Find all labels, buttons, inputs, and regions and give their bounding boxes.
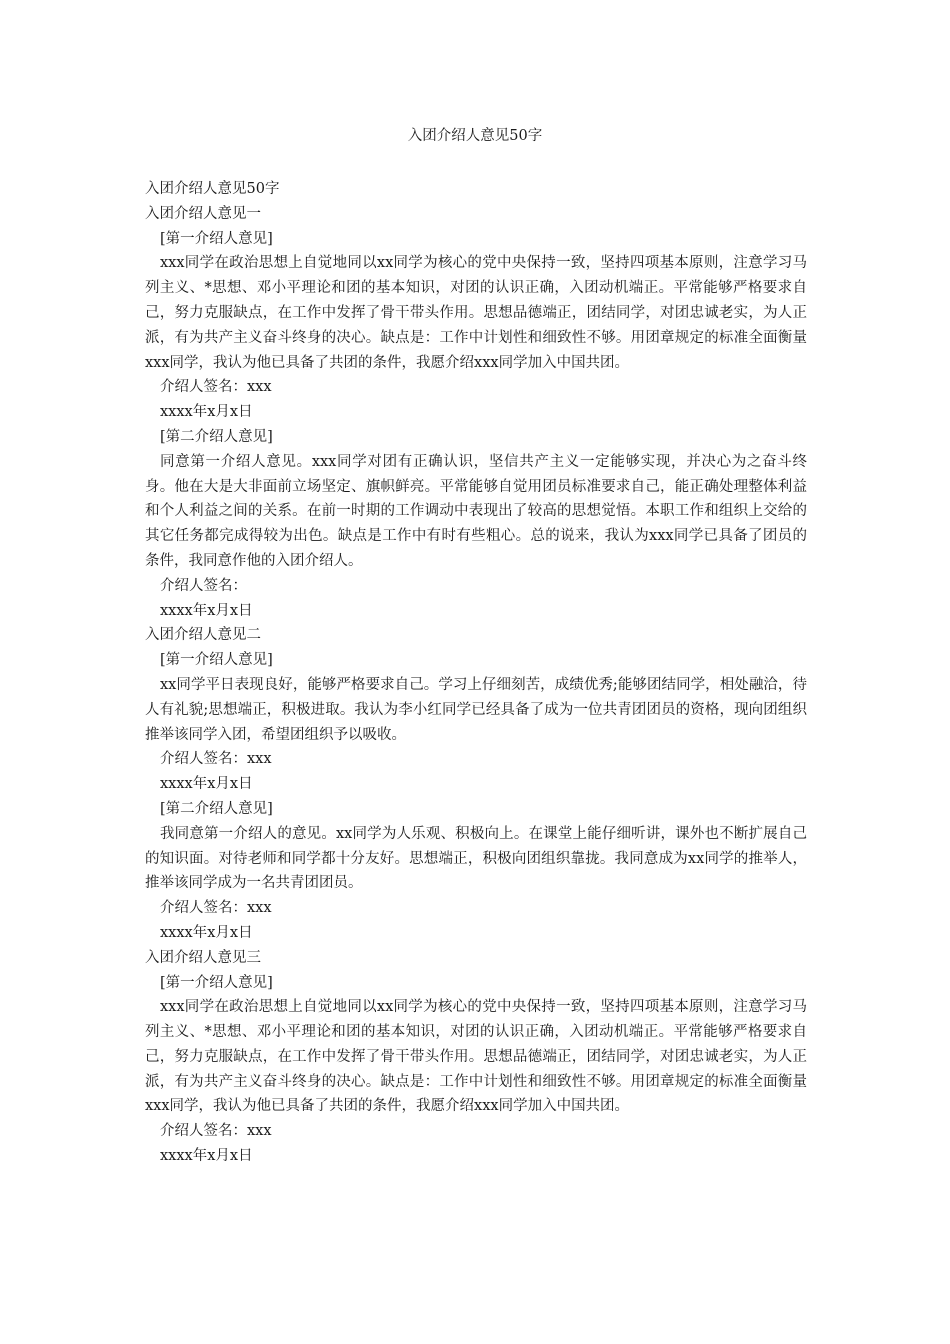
introducer-signature: 介绍人签名： xyxy=(160,577,247,594)
section-heading: 入团介绍人意见二 xyxy=(145,627,261,644)
section-1 xyxy=(145,202,807,624)
signature-date: xxxx年x月x日 xyxy=(160,1148,253,1165)
second-introducer-label: [第二介绍人意见] xyxy=(160,428,273,445)
section-3 xyxy=(145,946,807,1169)
signature-date: xxxx年x月x日 xyxy=(160,924,253,941)
section-2 xyxy=(145,623,807,945)
first-introducer-label: [第一介绍人意见] xyxy=(160,230,273,247)
section-heading: 入团介绍人意见一 xyxy=(145,205,261,222)
second-introducer-opinion: 我同意第一介绍人的意见。xx同学为人乐观、积极向上。在课堂上能仔细听讲，课外也不断扩展自己的知识面。对待老师和同学都十分友好。思想端正，积极向团组织靠拢。我同意成为xx同学的推举人，推举该同学成为一名共青团团员。 xyxy=(145,825,807,892)
second-introducer-label: [第二介绍人意见] xyxy=(160,800,273,817)
signature-date: xxxx年x月x日 xyxy=(160,602,253,619)
first-introducer-label: [第一介绍人意见] xyxy=(160,974,273,991)
first-introducer-label: [第一介绍人意见] xyxy=(160,652,273,669)
signature-date: xxxx年x月x日 xyxy=(160,776,253,793)
document-subtitle: 入团介绍人意见50字 xyxy=(145,181,280,197)
introducer-signature: 介绍人签名：xxx xyxy=(160,751,272,768)
first-introducer-opinion: xxx同学在政治思想上自觉地同以xx同学为核心的党中央保持一致，坚持四项基本原则，注意学习马列主义、*思想、邓小平理论和团的基本知识，对团的认识正确，入团动机端正。平常能够严格要求自己，努力克服缺点，在工作中发挥了骨干带头作用。思想品德端正，团结同学，对团忠诚老实，为人正派，有为共产主义奋斗终身的决心。缺点是：工作中计划性和细致性不够。用团章规定的标准全面衡量xxx同学，我认为他已具备了共团的条件，我愿介绍xxx同学加入中国共团。 xyxy=(145,255,807,371)
document-body xyxy=(145,177,807,1169)
signature-date: xxxx年x月x日 xyxy=(160,404,253,421)
introducer-signature: 介绍人签名：xxx xyxy=(160,1123,272,1140)
introducer-signature: 介绍人签名：xxx xyxy=(160,379,272,396)
second-introducer-opinion: 同意第一介绍人意见。xxx同学对团有正确认识，坚信共产主义一定能够实现，并决心为之奋斗终身。他在大是大非面前立场坚定、旗帜鲜亮。平常能够自觉用团员标准要求自己，能正确处理整体利益和个人利益之间的关系。在前一时期的工作调动中表现出了较高的思想觉悟。本职工作和组织上交给的其它任务都完成得较为出色。缺点是工作中有时有些粗心。总的说来，我认为xxx同学已具备了团员的条件，我同意作他的入团介绍人。 xyxy=(145,453,807,569)
document-title: 入团介绍人意见50字 xyxy=(407,128,543,144)
introducer-signature: 介绍人签名：xxx xyxy=(160,900,272,917)
section-heading: 入团介绍人意见三 xyxy=(145,949,261,966)
first-introducer-opinion: xxx同学在政治思想上自觉地同以xx同学为核心的党中央保持一致，坚持四项基本原则，注意学习马列主义、*思想、邓小平理论和团的基本知识，对团的认识正确，入团动机端正。平常能够严格要求自己，努力克服缺点，在工作中发挥了骨干带头作用。思想品德端正，团结同学，对团忠诚老实，为人正派，有为共产主义奋斗终身的决心。缺点是：工作中计划性和细致性不够。用团章规定的标准全面衡量xxx同学，我认为他已具备了共团的条件，我愿介绍xxx同学加入中国共团。 xyxy=(145,999,807,1115)
first-introducer-opinion: xx同学平日表现良好，能够严格要求自己。学习上仔细刻苦，成绩优秀;能够团结同学，相处融洽，待人有礼貌;思想端正，积极进取。我认为李小红同学已经具备了成为一位共青团团员的资格，现向团组织推举该同学入团，希望团组织予以吸收。 xyxy=(145,676,807,743)
